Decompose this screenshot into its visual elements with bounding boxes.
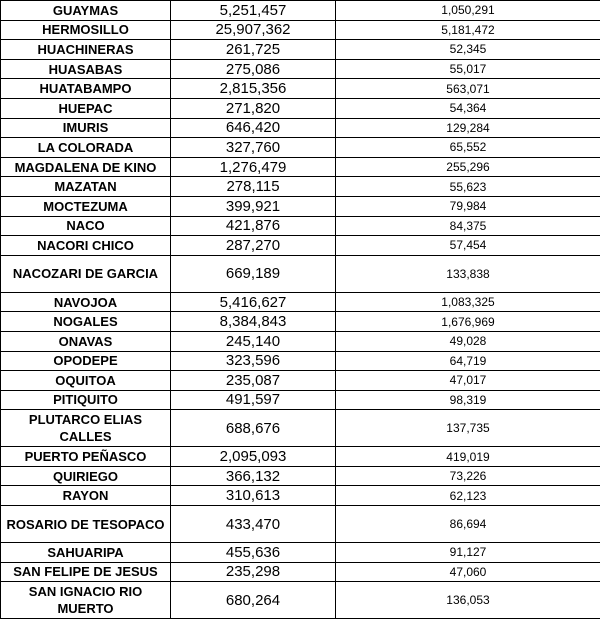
table-row	[1, 582, 600, 619]
municipality-name-cell: HUATABAMPO	[1, 79, 171, 99]
value-cell-secondary: 73,226	[336, 466, 600, 486]
municipality-name-cell: IMURIS	[1, 118, 171, 138]
value-cell-primary: 2,095,093	[171, 447, 336, 467]
municipality-name-cell: NAVOJOA	[1, 292, 171, 312]
value-cell-primary: 278,115	[171, 177, 336, 197]
municipality-name-cell: MAZATAN	[1, 177, 171, 197]
value-cell-primary: 235,087	[171, 371, 336, 391]
table-row	[1, 59, 600, 79]
municipality-name-cell: HUASABAS	[1, 59, 171, 79]
value-cell-secondary: 84,375	[336, 216, 600, 236]
municipality-name-cell: ONAVAS	[1, 331, 171, 351]
table-row	[1, 447, 600, 467]
value-cell-primary: 421,876	[171, 216, 336, 236]
table-row	[1, 177, 600, 197]
table-row	[1, 371, 600, 391]
municipality-name-cell: NACOZARI DE GARCIA	[1, 255, 171, 292]
value-cell-secondary: 1,050,291	[336, 1, 600, 21]
value-cell-secondary: 1,676,969	[336, 312, 600, 332]
table-row	[1, 196, 600, 216]
municipality-name-cell: HUACHINERAS	[1, 40, 171, 60]
value-cell-primary: 287,270	[171, 236, 336, 256]
value-cell-secondary: 64,719	[336, 351, 600, 371]
municipality-name-cell: NOGALES	[1, 312, 171, 332]
table-row	[1, 390, 600, 410]
table-row	[1, 486, 600, 506]
municipality-name-cell: LA COLORADA	[1, 138, 171, 158]
value-cell-primary: 433,470	[171, 506, 336, 543]
table-row	[1, 157, 600, 177]
table-row	[1, 118, 600, 138]
value-cell-secondary: 133,838	[336, 255, 600, 292]
table-row	[1, 466, 600, 486]
table-row	[1, 292, 600, 312]
table-row	[1, 79, 600, 99]
value-cell-primary: 455,636	[171, 543, 336, 563]
value-cell-primary: 261,725	[171, 40, 336, 60]
value-cell-secondary: 55,623	[336, 177, 600, 197]
value-cell-secondary: 57,454	[336, 236, 600, 256]
value-cell-primary: 327,760	[171, 138, 336, 158]
value-cell-secondary: 1,083,325	[336, 292, 600, 312]
municipality-name-cell: OQUITOA	[1, 371, 171, 391]
municipality-name-cell: MAGDALENA DE KINO	[1, 157, 171, 177]
value-cell-primary: 245,140	[171, 331, 336, 351]
value-cell-secondary: 563,071	[336, 79, 600, 99]
value-cell-secondary: 49,028	[336, 331, 600, 351]
table-row	[1, 236, 600, 256]
value-cell-secondary: 137,735	[336, 410, 600, 447]
value-cell-primary: 399,921	[171, 196, 336, 216]
table-row	[1, 40, 600, 60]
table-row	[1, 410, 600, 447]
municipality-name-cell: PLUTARCO ELIAS CALLES	[1, 410, 171, 447]
value-cell-secondary: 419,019	[336, 447, 600, 467]
municipality-name-cell: ROSARIO DE TESOPACO	[1, 506, 171, 543]
value-cell-secondary: 55,017	[336, 59, 600, 79]
table-row	[1, 543, 600, 563]
value-cell-primary: 646,420	[171, 118, 336, 138]
value-cell-primary: 491,597	[171, 390, 336, 410]
municipality-name-cell: NACORI CHICO	[1, 236, 171, 256]
table-row	[1, 98, 600, 118]
value-cell-secondary: 136,053	[336, 582, 600, 619]
value-cell-secondary: 5,181,472	[336, 20, 600, 40]
value-cell-secondary: 98,319	[336, 390, 600, 410]
table-row	[1, 216, 600, 236]
value-cell-primary: 271,820	[171, 98, 336, 118]
value-cell-primary: 366,132	[171, 466, 336, 486]
value-cell-primary: 8,384,843	[171, 312, 336, 332]
value-cell-primary: 5,251,457	[171, 1, 336, 21]
value-cell-secondary: 52,345	[336, 40, 600, 60]
value-cell-secondary: 91,127	[336, 543, 600, 563]
municipality-name-cell: PITIQUITO	[1, 390, 171, 410]
table-row	[1, 1, 600, 21]
municipality-name-cell: OPODEPE	[1, 351, 171, 371]
table-row	[1, 20, 600, 40]
value-cell-secondary: 62,123	[336, 486, 600, 506]
table-body	[1, 1, 600, 619]
municipality-name-cell: GUAYMAS	[1, 1, 171, 21]
value-cell-primary: 275,086	[171, 59, 336, 79]
value-cell-primary: 25,907,362	[171, 20, 336, 40]
value-cell-primary: 688,676	[171, 410, 336, 447]
municipality-name-cell: SAHUARIPA	[1, 543, 171, 563]
municipality-name-cell: PUERTO PEÑASCO	[1, 447, 171, 467]
table-row	[1, 138, 600, 158]
municipality-name-cell: SAN FELIPE DE JESUS	[1, 562, 171, 582]
table-row	[1, 255, 600, 292]
value-cell-secondary: 47,017	[336, 371, 600, 391]
table-row	[1, 562, 600, 582]
value-cell-primary: 669,189	[171, 255, 336, 292]
table-row	[1, 506, 600, 543]
value-cell-primary: 310,613	[171, 486, 336, 506]
municipality-name-cell: NACO	[1, 216, 171, 236]
value-cell-secondary: 255,296	[336, 157, 600, 177]
value-cell-secondary: 86,694	[336, 506, 600, 543]
value-cell-primary: 1,276,479	[171, 157, 336, 177]
value-cell-primary: 5,416,627	[171, 292, 336, 312]
municipality-name-cell: SAN IGNACIO RIO MUERTO	[1, 582, 171, 619]
value-cell-secondary: 79,984	[336, 196, 600, 216]
value-cell-primary: 235,298	[171, 562, 336, 582]
value-cell-secondary: 47,060	[336, 562, 600, 582]
municipality-name-cell: MOCTEZUMA	[1, 196, 171, 216]
table-row	[1, 312, 600, 332]
municipality-name-cell: HUEPAC	[1, 98, 171, 118]
table-row	[1, 351, 600, 371]
municipality-name-cell: QUIRIEGO	[1, 466, 171, 486]
municipality-name-cell: HERMOSILLO	[1, 20, 171, 40]
value-cell-secondary: 129,284	[336, 118, 600, 138]
value-cell-primary: 680,264	[171, 582, 336, 619]
municipality-name-cell: RAYON	[1, 486, 171, 506]
value-cell-primary: 2,815,356	[171, 79, 336, 99]
value-cell-secondary: 65,552	[336, 138, 600, 158]
table-row	[1, 331, 600, 351]
value-cell-secondary: 54,364	[336, 98, 600, 118]
value-cell-primary: 323,596	[171, 351, 336, 371]
